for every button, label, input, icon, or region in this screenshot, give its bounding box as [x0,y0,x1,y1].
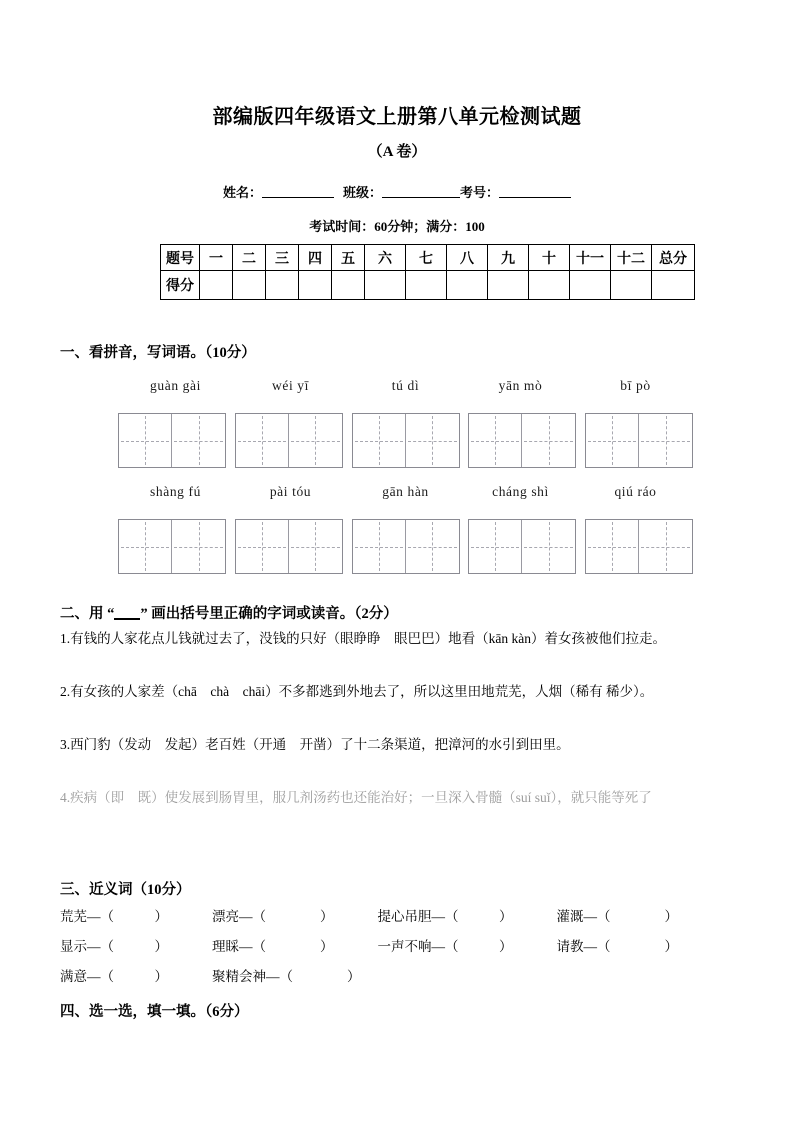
writing-grid-group[interactable] [235,413,343,468]
writing-grid-group[interactable] [118,413,226,468]
pinyin-word-10: qiú ráo [614,484,657,499]
score-col-5: 五 [332,245,365,271]
synonym-word: 聚精会神 [212,969,266,984]
synonym-answer-blank[interactable]: （ ） [100,969,168,984]
synonym-word: 提心吊胆 [377,909,432,924]
pinyin-word-6: shàng fú [150,484,201,499]
score-cell-2[interactable] [233,271,266,300]
writing-grid-cell[interactable] [236,520,289,573]
identity-line [0,182,794,201]
score-table-score-label: 得分 [161,271,200,300]
pinyin-row-2 [118,484,694,500]
section-four-heading: 四、选一选，填一填。（6分） [60,1004,249,1020]
synonym-word: 一声不响 [377,939,432,954]
writing-grid-cell[interactable] [522,520,575,573]
page-title: 部编版四年级语文上册第八单元检测试题 [212,106,582,128]
score-cell-4[interactable] [299,271,332,300]
exam-no-input-blank[interactable] [499,184,571,198]
score-col-10: 十 [529,245,570,271]
exam-no-label: 考号： [460,185,500,200]
writing-grid-cell[interactable] [289,520,342,573]
writing-grid-cell[interactable] [639,414,692,467]
score-cell-3[interactable] [266,271,299,300]
section-two-heading-after: ” 画出括号里正确的字词或读音。（2分） [140,606,398,622]
synonym-row-3 [60,965,736,985]
synonym-answer-blank[interactable]: （ ） [252,909,334,924]
writing-grid-cell[interactable] [639,520,692,573]
synonym-answer-blank[interactable]: （ ） [445,939,513,954]
score-col-8: 八 [447,245,488,271]
writing-grid-row-2 [118,519,694,574]
synonym-word: 请教 [556,939,584,954]
score-col-7: 七 [406,245,447,271]
writing-grid-cell[interactable] [586,414,639,467]
writing-grid-cell[interactable] [406,520,459,573]
writing-grid-group[interactable] [585,519,693,574]
synonym-word: 漂亮 [212,909,239,924]
synonym-answer-blank[interactable]: （ ） [597,909,678,924]
writing-grid-cell[interactable] [406,414,459,467]
pinyin-word-1: guàn gài [150,378,201,393]
pinyin-word-7: pài tóu [269,484,312,499]
score-col-9: 九 [488,245,529,271]
writing-grid-group[interactable] [118,519,226,574]
synonym-dash: — [87,939,101,954]
writing-grid-group[interactable] [468,413,576,468]
synonym-row-1 [60,905,736,925]
score-cell-10[interactable] [529,271,570,300]
table-row-score [161,271,695,300]
synonym-answer-blank[interactable]: （ ） [100,909,168,924]
synonym-word: 荒芜 [60,909,87,924]
synonym-answer-blank[interactable]: （ ） [597,939,678,954]
synonym-dash: — [266,969,280,984]
section-one-heading [60,341,256,362]
section-two-heading-before: 二、用 “ [60,606,115,622]
writing-grid-cell[interactable] [353,414,406,467]
synonym-answer-blank[interactable]: （ ） [100,939,168,954]
writing-grid-group[interactable] [468,519,576,574]
synonym-word: 显示 [60,939,87,954]
writing-grid-cell[interactable] [236,414,289,467]
synonym-dash: — [239,939,253,954]
writing-grid-group[interactable] [235,519,343,574]
writing-grid-group[interactable] [352,519,460,574]
synonym-dash: — [87,909,101,924]
name-label: 姓名： [222,185,262,200]
writing-grid-cell[interactable] [172,520,225,573]
score-col-6: 六 [365,245,406,271]
score-col-2: 二 [233,245,266,271]
writing-grid-group[interactable] [352,413,460,468]
score-col-4: 四 [299,245,332,271]
writing-grid-cell[interactable] [469,414,522,467]
score-cell-total[interactable] [652,271,695,300]
score-table [160,244,695,300]
section-two-item-2: 2.有女孩的人家差（chā chà chāi）不多都逃到外地去了，所以这里田地荒芜，人烟（稀有 稀少）。 [60,684,654,699]
class-label: 班级： [342,185,382,200]
section-two-item-1: 1.有钱的人家花点儿钱就过去了，没钱的只好（眼睁睁 眼巴巴）地看（kān kàn）着女孩被他们拉走。 [60,631,666,646]
score-cell-11[interactable] [570,271,611,300]
writing-grid-cell[interactable] [119,520,172,573]
score-cell-6[interactable] [365,271,406,300]
score-col-12: 十二 [611,245,652,271]
pinyin-row-1 [118,378,694,394]
section-three-heading: 三、近义词（10分） [60,882,191,898]
underline-mark-icon [114,606,140,620]
pinyin-word-5: bī pò [620,378,651,393]
score-cell-9[interactable] [488,271,529,300]
writing-grid-cell[interactable] [289,414,342,467]
score-cell-12[interactable] [611,271,652,300]
pinyin-word-4: yān mò [498,378,543,393]
synonym-dash: — [239,909,253,924]
section-one-heading-text: 一、看拼音，写词语。 [60,345,205,361]
score-cell-8[interactable] [447,271,488,300]
synonym-dash: — [431,939,445,954]
synonym-row-2 [60,935,736,955]
synonym-answer-blank[interactable]: （ ） [252,939,334,954]
synonym-word: 灌溉 [556,909,584,924]
writing-grid-cell[interactable] [119,414,172,467]
synonym-dash: — [583,939,597,954]
class-input-blank[interactable] [382,184,460,198]
synonym-word: 理睬 [212,939,239,954]
name-input-blank[interactable] [262,184,334,198]
score-cell-7[interactable] [406,271,447,300]
writing-grid-cell[interactable] [353,520,406,573]
section-two-heading [60,602,398,623]
pinyin-word-3: tú dì [391,378,420,393]
score-col-11: 十一 [570,245,611,271]
writing-grid-cell[interactable] [469,520,522,573]
exam-info: 考试时间：60分钟；满分：100 [309,219,485,234]
writing-grid-row-1 [118,413,694,468]
synonym-dash: — [583,909,597,924]
synonym-dash: — [87,969,101,984]
score-cell-5[interactable] [332,271,365,300]
writing-grid-cell[interactable] [522,414,575,467]
writing-grid-cell[interactable] [586,520,639,573]
score-col-1: 一 [200,245,233,271]
table-row-header [161,245,695,271]
section-two-item-4: 4.疾病（即 既）使发展到肠胃里，服几剂汤药也还能治好；一旦深入骨髓（suí suǐ），就只能等死了 [60,790,652,805]
pinyin-word-2: wéi yī [272,378,309,393]
synonym-word: 满意 [60,969,87,984]
score-col-total: 总分 [652,245,695,271]
synonym-answer-blank[interactable]: （ ） [445,909,513,924]
score-table-wrapper [160,244,687,300]
page-subtitle: （A 卷） [367,144,427,160]
section-two-item-3: 3.西门豹（发动 发起）老百姓（开通 开凿）了十二条渠道，把漳河的水引到田里。 [60,737,570,752]
synonym-dash: — [431,909,445,924]
section-one-points: （10分） [205,345,256,361]
writing-grid-cell[interactable] [172,414,225,467]
score-table-question-label: 题号 [161,245,200,271]
score-cell-1[interactable] [200,271,233,300]
pinyin-word-9: cháng shì [492,484,549,499]
synonym-answer-blank[interactable]: （ ） [279,969,361,984]
pinyin-word-8: gān hàn [382,484,429,499]
score-col-3: 三 [266,245,299,271]
writing-grid-group[interactable] [585,413,693,468]
